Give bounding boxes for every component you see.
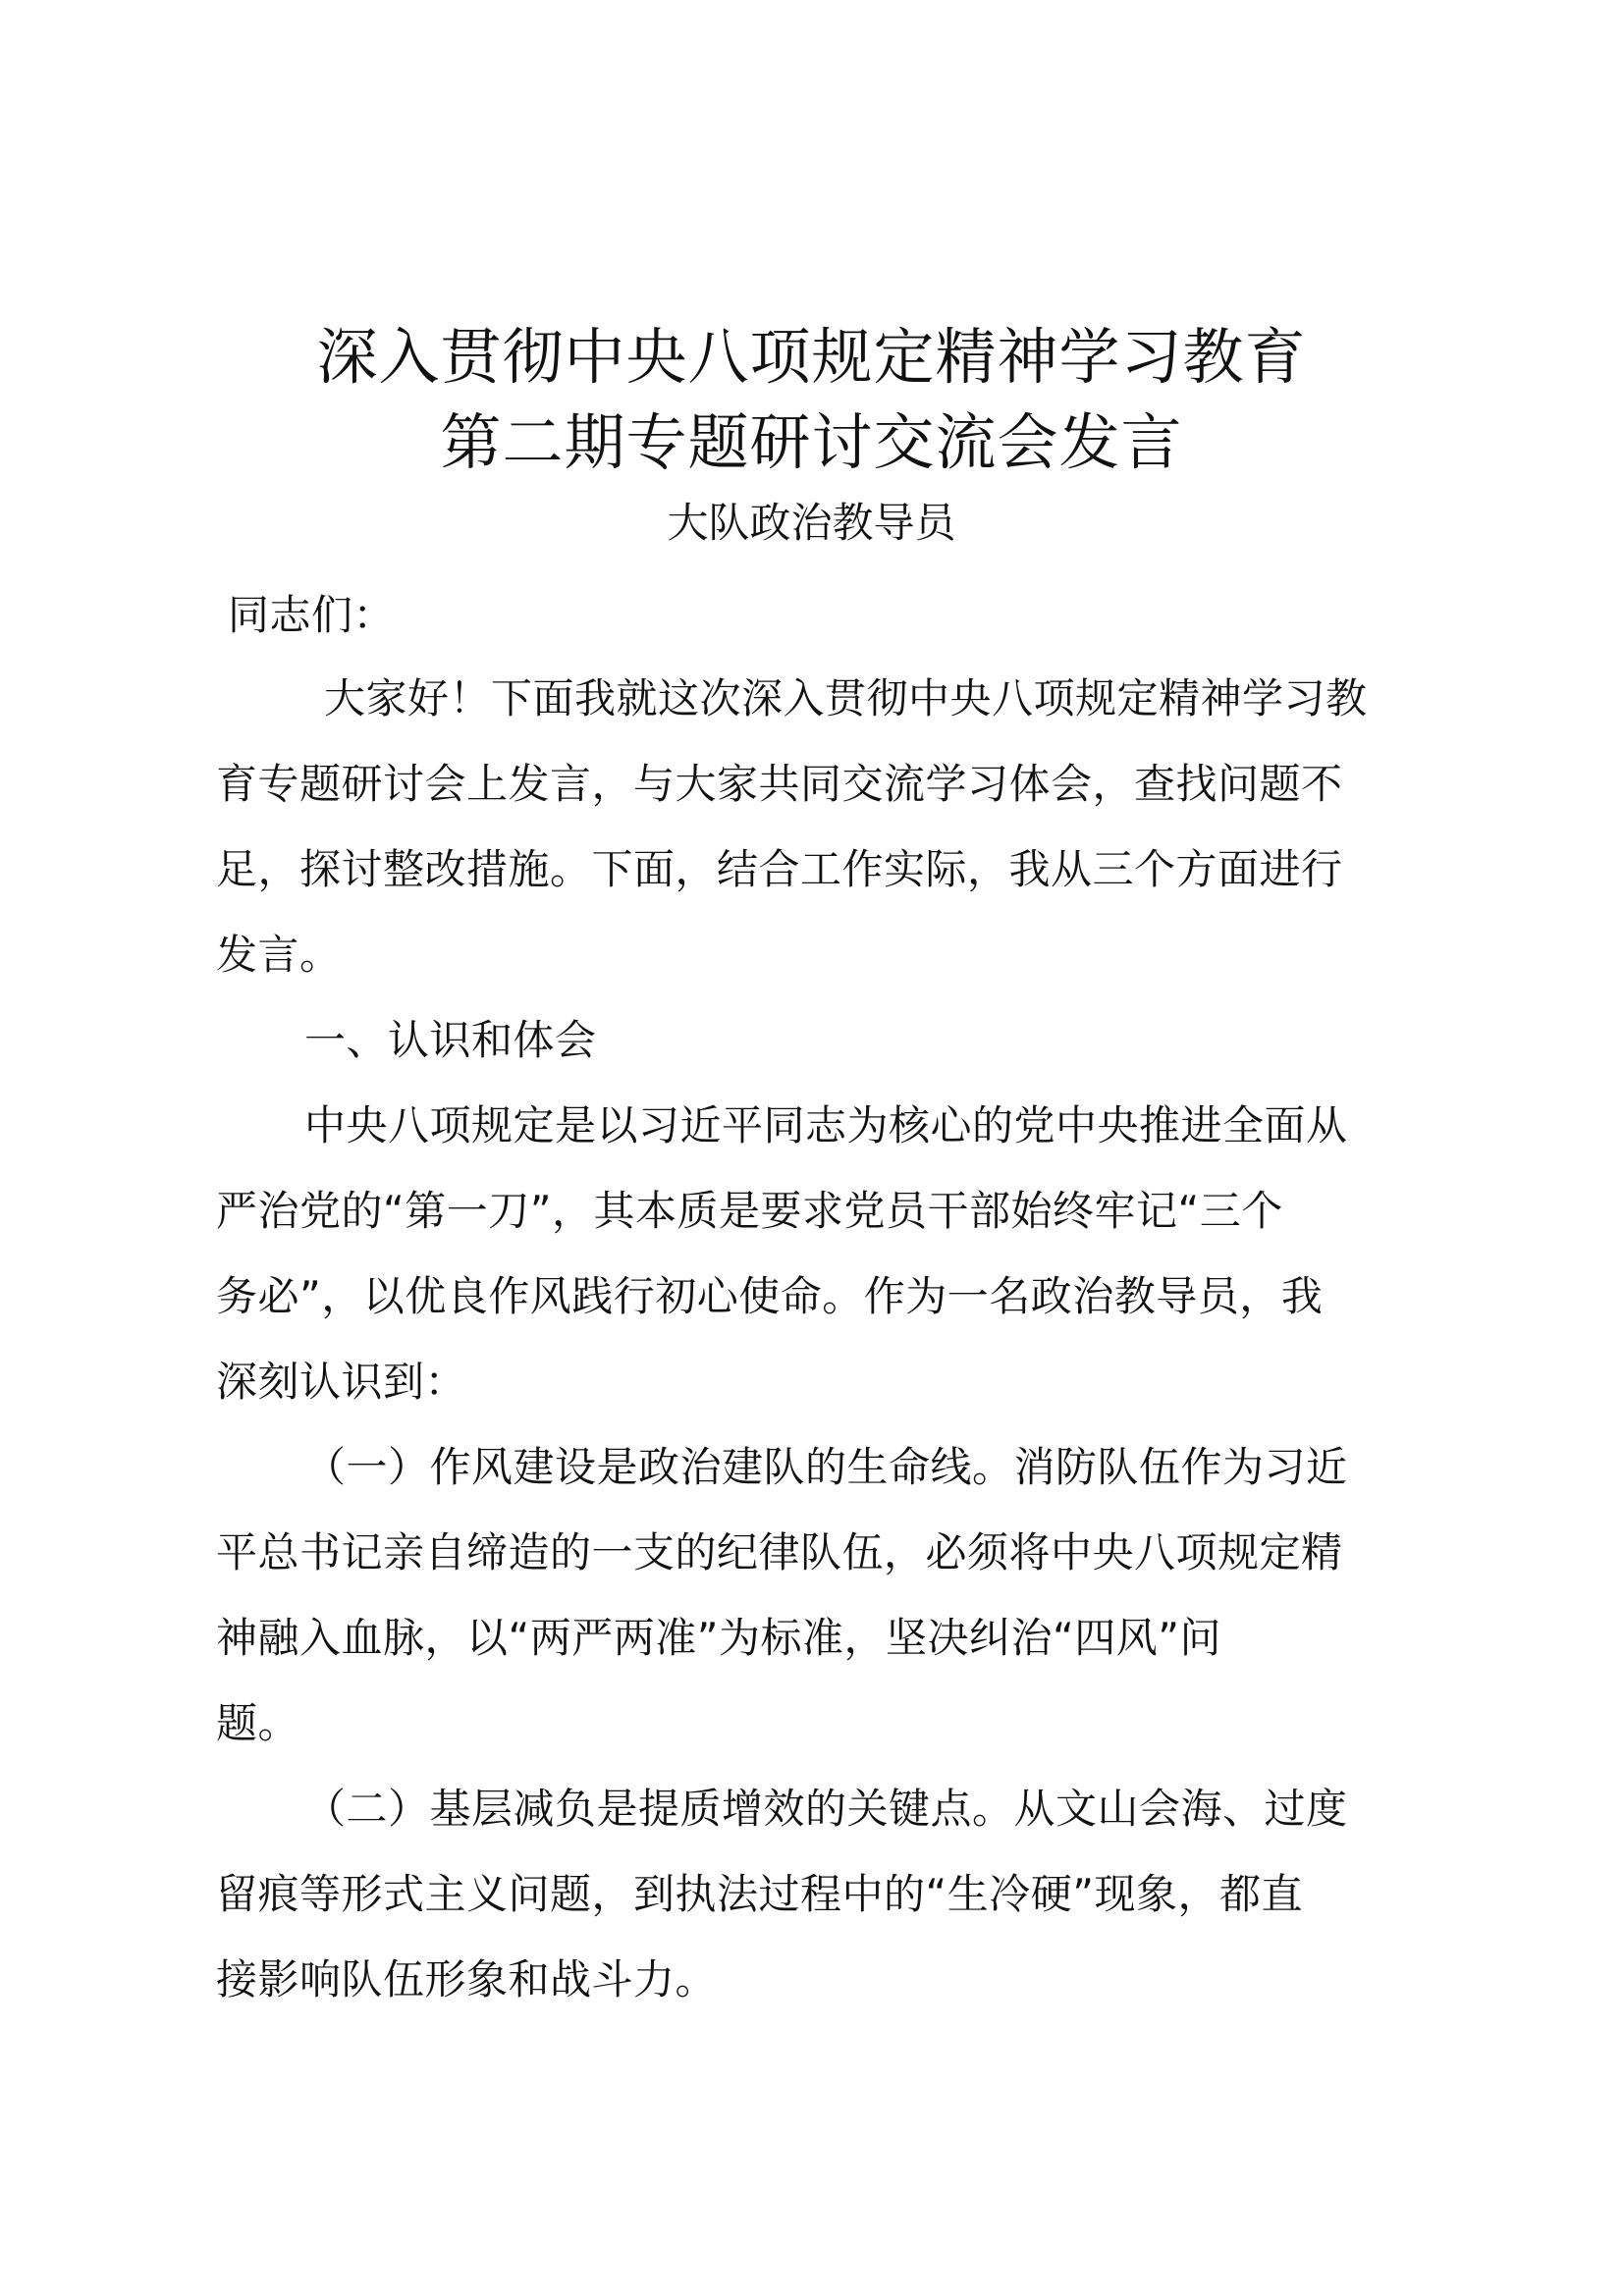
- body-line: 育专题研讨会上发言，与大家共同交流学习体会，查找问题不: [216, 760, 1343, 808]
- body-line: 大家好！下面我就这次深入贯彻中央八项规定精神学习教: [324, 674, 1368, 722]
- subsection-line: （二）基层减负是提质增效的关键点。从文山会海、过度: [304, 1785, 1348, 1833]
- salutation: 同志们：: [228, 591, 396, 639]
- body-line: 务必”，以优良作风践行初心使命。作为一名政治教导员，我: [216, 1272, 1324, 1320]
- document-title-line-1: 深入贯彻中央八项规定精神学习教育: [316, 321, 1307, 393]
- body-line: 发言。: [216, 931, 342, 979]
- body-line: 平总书记亲自缔造的一支的纪律队伍，必须将中央八项规定精: [216, 1528, 1343, 1576]
- body-line: 深刻认识到：: [216, 1358, 467, 1406]
- document-title-line-2: 第二期专题研讨交流会发言: [440, 406, 1183, 478]
- body-line: 留痕等形式主义问题，到执法过程中的“生冷硬”现象，都直: [216, 1870, 1304, 1918]
- document-author: 大队政治教导员: [667, 499, 956, 547]
- body-line: 接影响队伍形象和战斗力。: [216, 1955, 718, 2003]
- section-heading: 一、认识和体会: [304, 1016, 597, 1064]
- body-line: 题。: [216, 1699, 300, 1747]
- body-line: 神融入血脉，以“两严两准”为标准，坚决纠治“四风”问: [216, 1614, 1222, 1662]
- body-line: 中央八项规定是以习近平同志为核心的党中央推进全面从: [304, 1101, 1348, 1149]
- body-line: 足，探讨整改措施。下面，结合工作实际，我从三个方面进行: [216, 845, 1343, 893]
- subsection-line: （一）作风建设是政治建队的生命线。消防队伍作为习近: [304, 1443, 1348, 1491]
- body-line: 严治党的“第一刀”，其本质是要求党员干部始终牢记“三个: [216, 1187, 1283, 1235]
